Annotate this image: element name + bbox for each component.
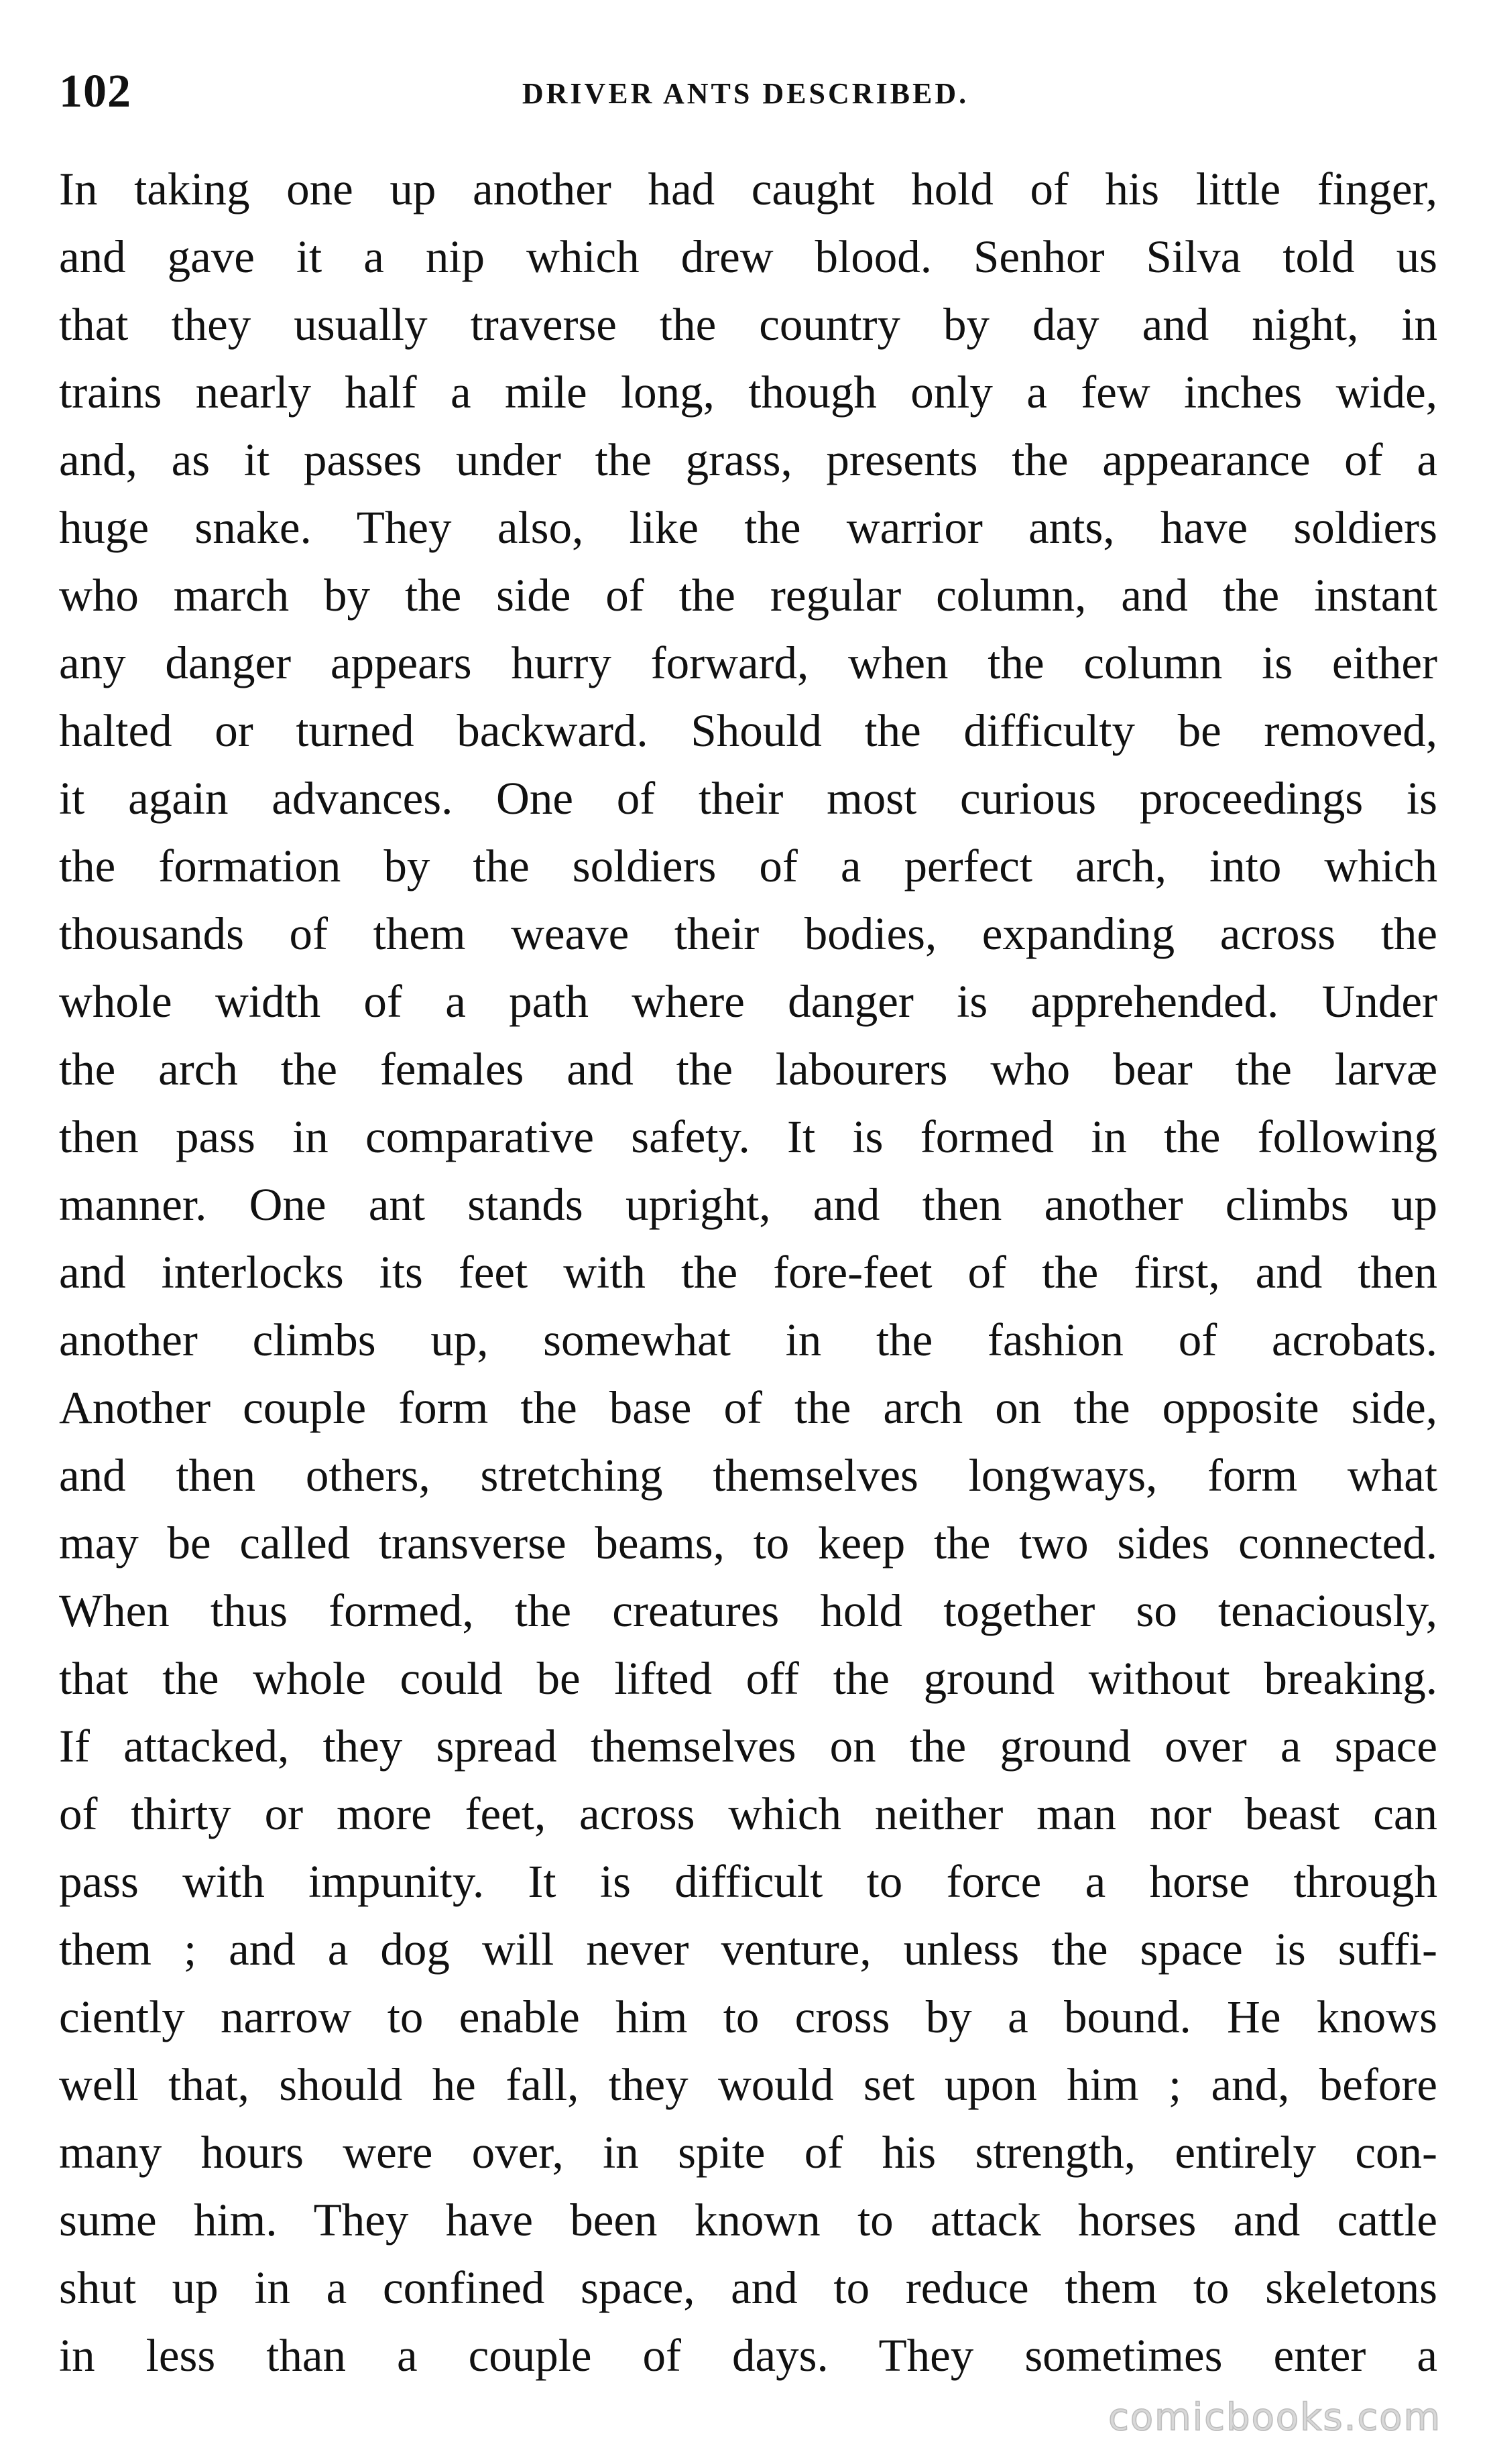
- text-line: manner. One ant stands upright, and then another climbs up: [59, 1179, 1437, 1230]
- text-line: and gave it a nip which drew blood. Senhor Silva told us: [59, 231, 1437, 282]
- text-line: halted or turned backward. Should the difficulty be removed,: [59, 705, 1437, 756]
- watermark-text: comicbooks.com: [1108, 2396, 1441, 2439]
- text-line: many hours were over, in spite of his strength, entirely con-: [59, 2127, 1437, 2178]
- text-line: If attacked, they spread themselves on the ground over a space: [59, 1721, 1437, 1772]
- text-line: In taking one up another had caught hold of his little finger,: [59, 164, 1437, 214]
- text-line: then pass in comparative safety. It is formed in the following: [59, 1111, 1437, 1162]
- text-line: pass with impunity. It is difficult to force a horse through: [59, 1856, 1437, 1907]
- text-line: ciently narrow to enable him to cross by a bound. He knows: [59, 1991, 1437, 2042]
- text-line: When thus formed, the creatures hold together so tenaciously,: [59, 1585, 1437, 1636]
- text-line: may be called transverse beams, to keep the two sides connected.: [59, 1518, 1437, 1568]
- text-line: the formation by the soldiers of a perfect arch, into which: [59, 841, 1437, 891]
- text-line: them ; and a dog will never venture, unless the space is suffi-: [59, 1924, 1437, 1975]
- text-line: sume him. They have been known to attack horses and cattle: [59, 2195, 1437, 2245]
- text-line: trains nearly half a mile long, though only a few inches wide,: [59, 367, 1437, 418]
- text-line: well that, should he fall, they would set upon him ; and, before: [59, 2059, 1437, 2110]
- text-line: shut up in a confined space, and to reduce them to skeletons: [59, 2262, 1437, 2313]
- text-line: whole width of a path where danger is apprehended. Under: [59, 976, 1437, 1027]
- text-line: another climbs up, somewhat in the fashion of acrobats.: [59, 1314, 1437, 1365]
- page-number: 102: [59, 66, 131, 117]
- text-line: and, as it passes under the grass, presents the appearance of a: [59, 434, 1437, 485]
- text-line: any danger appears hurry forward, when the column is either: [59, 637, 1437, 688]
- text-line: who march by the side of the regular column, and the instant: [59, 570, 1437, 621]
- running-head: DRIVER ANTS DESCRIBED.: [522, 77, 969, 110]
- body-text: [59, 156, 1437, 2390]
- text-line: of thirty or more feet, across which neither man nor beast can: [59, 1788, 1437, 1839]
- text-line: and interlocks its feet with the fore-feet of the first, and then: [59, 1247, 1437, 1298]
- text-line: Another couple form the base of the arch on the opposite side,: [59, 1382, 1437, 1433]
- text-line: that they usually traverse the country by day and night, in: [59, 299, 1437, 350]
- text-line: and then others, stretching themselves longways, form what: [59, 1450, 1437, 1501]
- text-line: huge snake. They also, like the warrior ants, have soldiers: [59, 502, 1437, 553]
- text-line: in less than a couple of days. They sometimes enter a: [59, 2330, 1437, 2381]
- text-line: thousands of them weave their bodies, expanding across the: [59, 908, 1437, 959]
- page-header: [59, 62, 1432, 122]
- text-line: it again advances. One of their most curious proceedings is: [59, 773, 1437, 824]
- text-line: the arch the females and the labourers who bear the larvæ: [59, 1044, 1437, 1095]
- text-line: that the whole could be lifted off the ground without breaking.: [59, 1653, 1437, 1704]
